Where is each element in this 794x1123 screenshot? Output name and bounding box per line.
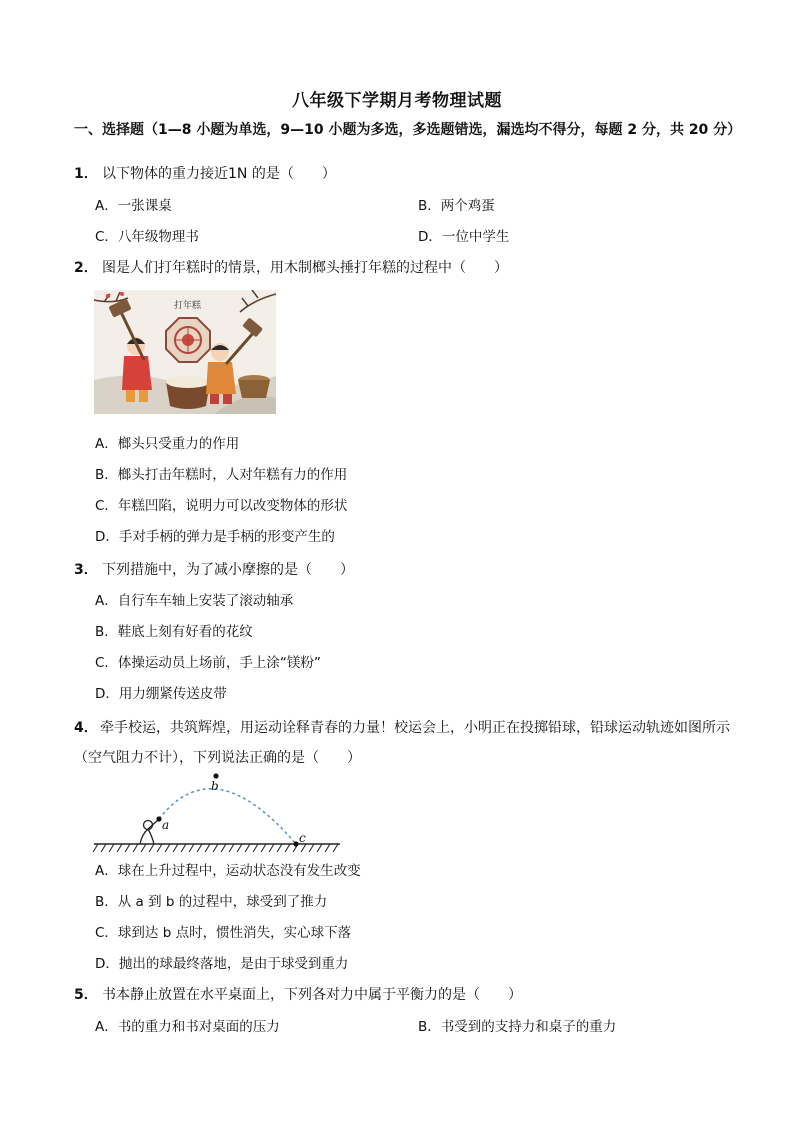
option-a: A．榔头只受重力的作用 [95,436,240,452]
question-5 [74,983,754,1007]
option-b: B．从 a 到 b 的过程中，球受到了推力 [95,894,328,910]
option-d: D．一位中学生 [418,229,510,245]
question-number: 4． [74,720,98,736]
question-number: 1． [74,166,98,182]
label-a: a [162,818,170,832]
label-b: b [211,779,219,793]
section-heading: 一、选择题（1—8 小题为单选，9—10 小题为多选，多选题错选，漏选均不得分，每题 2 分，共 20 分） [74,122,742,138]
option-c: C．球到达 b 点时，惯性消失，实心球下落 [95,925,352,941]
question-stem: 书本静止放置在水平桌面上，下列各对力中属于平衡力的是（ ） [102,987,522,1003]
option-c: C．体操运动员上场前，手上涂“镁粉” [95,655,321,671]
question-stem: 以下物体的重力接近1N 的是（ ） [102,166,336,182]
option-d: D．手对手柄的弹力是手柄的形变产生的 [95,529,335,545]
question-1 [74,162,754,186]
label-c: c [299,831,306,845]
question-stem: 下列措施中，为了减小摩擦的是（ ） [102,562,354,578]
option-a: A．球在上升过程中，运动状态没有发生改变 [95,863,361,879]
option-b: B．鞋底上刻有好看的花纹 [95,624,253,640]
question-4 [74,713,754,773]
question-number: 3． [74,562,98,578]
question-number: 5． [74,987,98,1003]
option-c: C．八年级物理书 [95,229,199,245]
pounding-rice-cake-illustration [94,290,276,414]
option-b: B．书受到的支持力和桌子的重力 [418,1019,617,1035]
page-title: 八年级下学期月考物理试题 [292,91,502,111]
point-c [293,841,298,846]
option-d: D．抛出的球最终落地，是由于球受到重力 [95,956,349,972]
figure-caption-label [174,299,202,311]
option-d: D．用力绷紧传送皮带 [95,686,227,702]
option-c: C．年糕凹陷，说明力可以改变物体的形状 [95,498,348,514]
figure-caption: 打年糕 [174,301,202,311]
option-a: A．自行车车轴上安装了滚动轴承 [95,593,294,609]
thrower-figure [140,820,158,844]
option-b: B．榔头打击年糕时，人对年糕有力的作用 [95,467,348,483]
question-2 [74,256,754,280]
point-b [213,773,218,778]
trajectory-curve [159,789,296,844]
question-stem: 牵手校运，共筑辉煌，用运动诠释青春的力量！校运会上，小明正在投掷铅球，铅球运动轨迹如图所示（空气阻力不计），下列说法正确的是（ ） [74,720,730,766]
option-a: A．书的重力和书对桌面的压力 [95,1019,280,1035]
shot-put-trajectory-diagram [92,768,342,858]
point-a [156,816,161,821]
option-a: A．一张课桌 [95,198,172,214]
question-stem: 图是人们打年糕时的情景，用木制榔头捶打年糕的过程中（ ） [102,260,508,276]
question-3 [74,558,754,582]
option-b: B．两个鸡蛋 [418,198,495,214]
question-number: 2． [74,260,98,276]
